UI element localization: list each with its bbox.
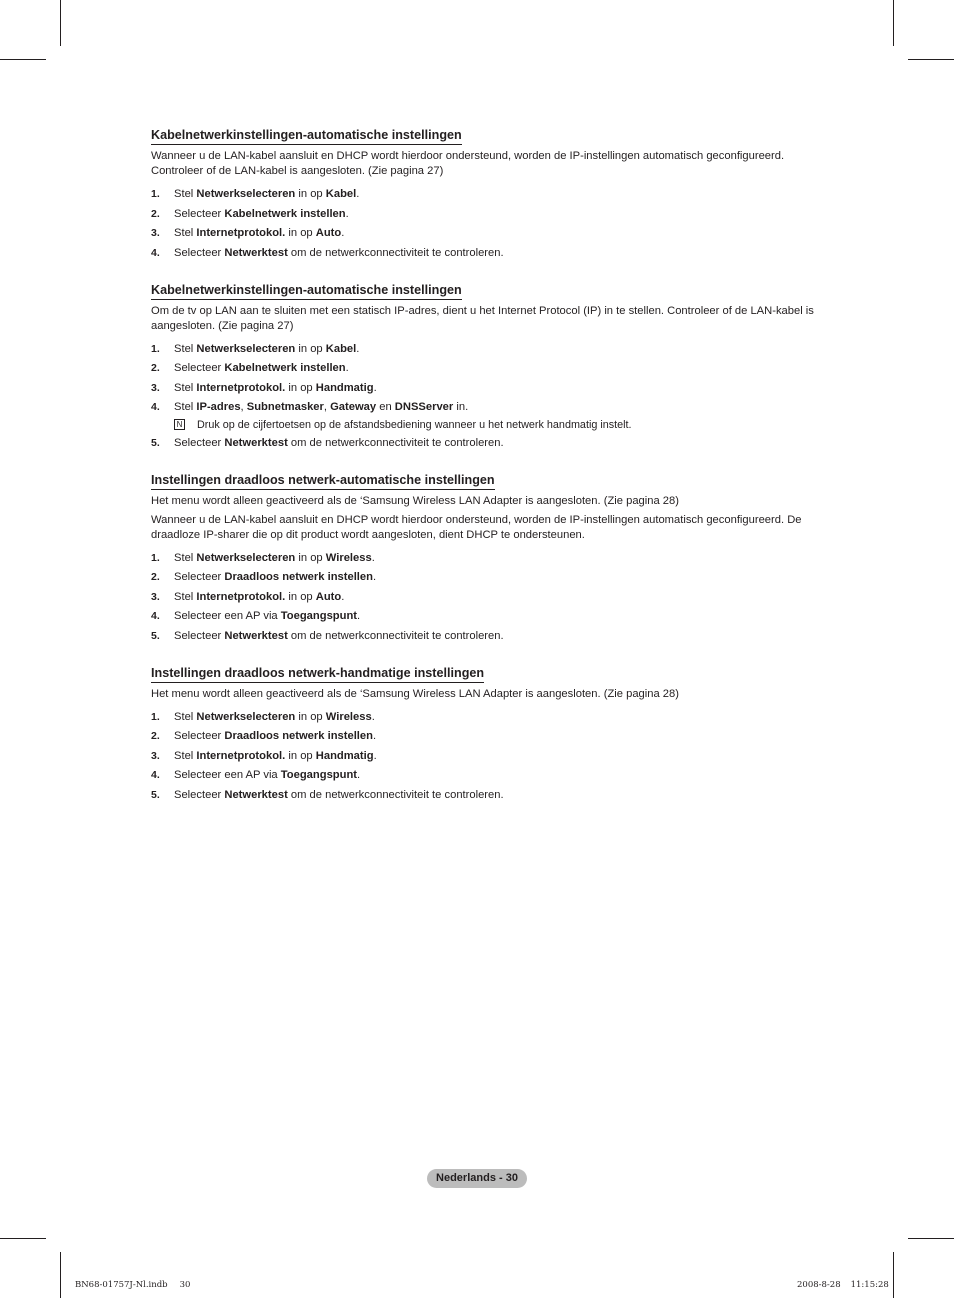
step-text: . [356,188,360,200]
section [151,126,821,261]
step-keyword: Auto [315,590,342,603]
step-text: Stel [174,342,197,355]
crop-mark [0,59,46,60]
step-keyword: Internetprotokol. [196,749,286,762]
step-text: Selecteer [174,629,225,642]
step-number: 3. [151,749,160,762]
step-list [151,187,821,261]
step-number: 1. [151,551,160,564]
step-item [151,749,821,764]
step-text: Stel [174,710,197,723]
step-text: om de netwerkconnectiviteit te controleren. [287,788,504,801]
step-text: , [240,401,247,413]
section-title: Kabelnetwerkinstellingen-automatische instellingen [151,283,462,300]
section-title: Instellingen draadloos netwerk-automatische instellingen [151,473,495,490]
step-item [151,187,821,202]
step-keyword: Handmatig [315,381,374,394]
step-keyword: Wireless [325,710,372,723]
step-item [151,551,821,566]
crop-mark [60,1252,61,1298]
step-keyword: Kabel [325,342,357,355]
step-item [151,361,821,376]
step-text: . [372,571,377,583]
step-keyword: Kabel [325,188,357,200]
step-text: Selecteer [174,788,225,801]
section-paragraph: Om de tv op LAN aan te sluiten met een statisch IP-adres, dient u het Internet Protocol (IP) in te stellen. Controleer of de LAN-kabel is aangesloten. (Zie pagina 27) [151,304,814,332]
step-text: in op [285,590,316,603]
step-text: Selecteer [174,436,225,449]
step-keyword: Toegangspunt [280,769,358,781]
step-text: om de netwerkconnectiviteit te controleren. [287,436,504,449]
print-footer-timestamp [797,1280,899,1290]
step-text: . [372,730,377,742]
step-keyword: Netwerktest [224,629,288,642]
step-number: 2. [151,207,160,220]
step-text: Stel [174,590,197,603]
step-keyword: Internetprotokol. [196,590,286,603]
step-keyword: Auto [315,227,342,239]
step-keyword: Wireless [325,551,372,564]
step-text: . [371,710,375,723]
step-keyword: Netwerktest [224,246,288,259]
step-keyword: Netwerktest [224,788,288,801]
step-item [151,570,821,585]
step-item [151,710,821,725]
step-text: Stel [174,551,197,564]
section-paragraph: Wanneer u de LAN-kabel aansluit en DHCP wordt hierdoor ondersteund, worden de IP-instellingen automatisch geconfigureerd. Controleer of de LAN-kabel is aangesloten. (Zie pagina 27) [151,150,785,177]
step-number: 4. [151,610,160,622]
step-text: . [373,749,377,762]
step-keyword: Netwerkselecteren [196,551,296,564]
step-item [151,381,821,396]
step-text: . [356,342,360,355]
step-item [151,768,821,783]
step-keyword: IP-adres [196,401,241,413]
step-text: in op [295,710,326,723]
step-note [151,418,821,432]
step-text: Stel [174,749,197,762]
footer-date: 2008-8-28 [797,1280,841,1290]
step-text: . [357,769,361,781]
step-number: 3. [151,590,160,603]
step-text: in op [285,381,316,394]
step-keyword: Handmatig [315,749,374,762]
step-text: in op [295,188,326,200]
step-item [151,729,821,744]
step-text: in op [295,551,326,564]
step-text: Selecteer [174,362,225,374]
step-text: Stel [174,401,197,413]
step-text: Selecteer een AP via [174,769,281,781]
step-text: Selecteer [174,730,225,742]
footer-page: 30 [179,1280,191,1290]
step-number: 3. [151,381,160,394]
step-keyword: Kabelnetwerk instellen [224,362,346,374]
step-keyword: Internetprotokol. [196,227,286,239]
step-number: 5. [151,629,160,642]
step-text: . [373,381,377,394]
crop-mark [60,0,61,46]
step-keyword: Netwerkselecteren [196,342,296,355]
step-keyword: Netwerkselecteren [196,188,296,200]
section-paragraph: Het menu wordt alleen geactiveerd als de ‘Samsung Wireless LAN Adapter is aangesloten. (Zie pagina 28) [151,494,679,507]
step-text: Selecteer een AP via [174,610,281,622]
step-list [151,710,821,803]
step-number: 1. [151,710,160,723]
step-item [151,436,821,451]
step-number: 4. [151,246,160,259]
step-keyword: Toegangspunt [280,610,358,622]
step-text: in op [285,227,316,239]
step-text: Stel [174,227,197,239]
step-keyword: Kabelnetwerk instellen [224,207,346,220]
step-item [151,629,821,644]
step-item [151,788,821,803]
page-content [151,126,821,823]
step-keyword: Netwerkselecteren [196,710,296,723]
step-text: . [345,362,349,374]
footer-time: 11:15:28 [850,1280,889,1290]
step-item [151,342,821,357]
step-text: in op [285,749,316,762]
crop-mark [893,1252,894,1298]
step-text: Selecteer [174,246,225,259]
crop-mark [908,59,954,60]
step-item [151,246,821,261]
footer-file-name: BN68-01757J-Nl.indb [75,1280,168,1290]
step-number: 3. [151,227,160,239]
step-item [151,609,821,624]
crop-mark [893,0,894,46]
print-footer-file [75,1280,202,1290]
step-number: 4. [151,401,160,413]
step-text: , [323,401,331,413]
step-text: . [345,207,349,220]
step-number: 1. [151,188,160,200]
step-number: 2. [151,571,160,583]
section-paragraph: Het menu wordt alleen geactiveerd als de ‘Samsung Wireless LAN Adapter is aangesloten. (Zie pagina 28) [151,687,679,700]
step-text: in. [453,401,469,413]
step-text: en [376,401,395,413]
step-text: in op [295,342,326,355]
step-list [151,342,821,451]
step-text: . [357,610,361,622]
step-list [151,551,821,644]
step-item [151,590,821,605]
step-text: . [341,590,345,603]
section [151,471,821,644]
step-text: Stel [174,381,197,394]
step-number: 4. [151,769,160,781]
step-keyword: DNSServer [394,401,454,413]
step-keyword: Netwerktest [224,436,288,449]
step-keyword: Draadloos netwerk instellen [224,730,373,742]
step-number: 2. [151,362,160,374]
step-number: 1. [151,342,160,355]
section-title: Instellingen draadloos netwerk-handmatige instellingen [151,666,484,683]
step-keyword: Subnetmasker [246,401,324,413]
step-number: 5. [151,788,160,801]
page-number-badge: Nederlands - 30 [427,1169,527,1188]
crop-mark [0,1238,46,1239]
step-text: . [341,227,345,239]
step-keyword: Gateway [330,401,377,413]
crop-mark [908,1238,954,1239]
step-number: 2. [151,730,160,742]
step-text: Stel [174,188,197,200]
step-item [151,226,821,241]
step-text: om de netwerkconnectiviteit te controleren. [287,246,504,259]
step-keyword: Draadloos netwerk instellen [224,571,373,583]
section-title: Kabelnetwerkinstellingen-automatische instellingen [151,128,462,145]
section-paragraph: Wanneer u de LAN-kabel aansluit en DHCP wordt hierdoor ondersteund, worden de IP-instellingen automatisch geconfigureerd. De draadloze IP-sharer die op dit product wordt aangesloten, dient DHCP te ondersteunen. [151,513,802,541]
step-number: 5. [151,436,160,449]
step-text: om de netwerkconnectiviteit te controleren. [287,629,504,642]
step-item [151,207,821,222]
step-text: Selecteer [174,207,225,220]
step-text: . [371,551,375,564]
note-icon: N [174,419,185,430]
section [151,664,821,803]
note-text: Druk op de cijfertoetsen op de afstandsbediening wanneer u het netwerk handmatig instelt. [197,418,632,431]
step-text: Selecteer [174,571,225,583]
step-item [151,400,821,415]
step-keyword: Internetprotokol. [196,381,286,394]
section [151,281,821,451]
